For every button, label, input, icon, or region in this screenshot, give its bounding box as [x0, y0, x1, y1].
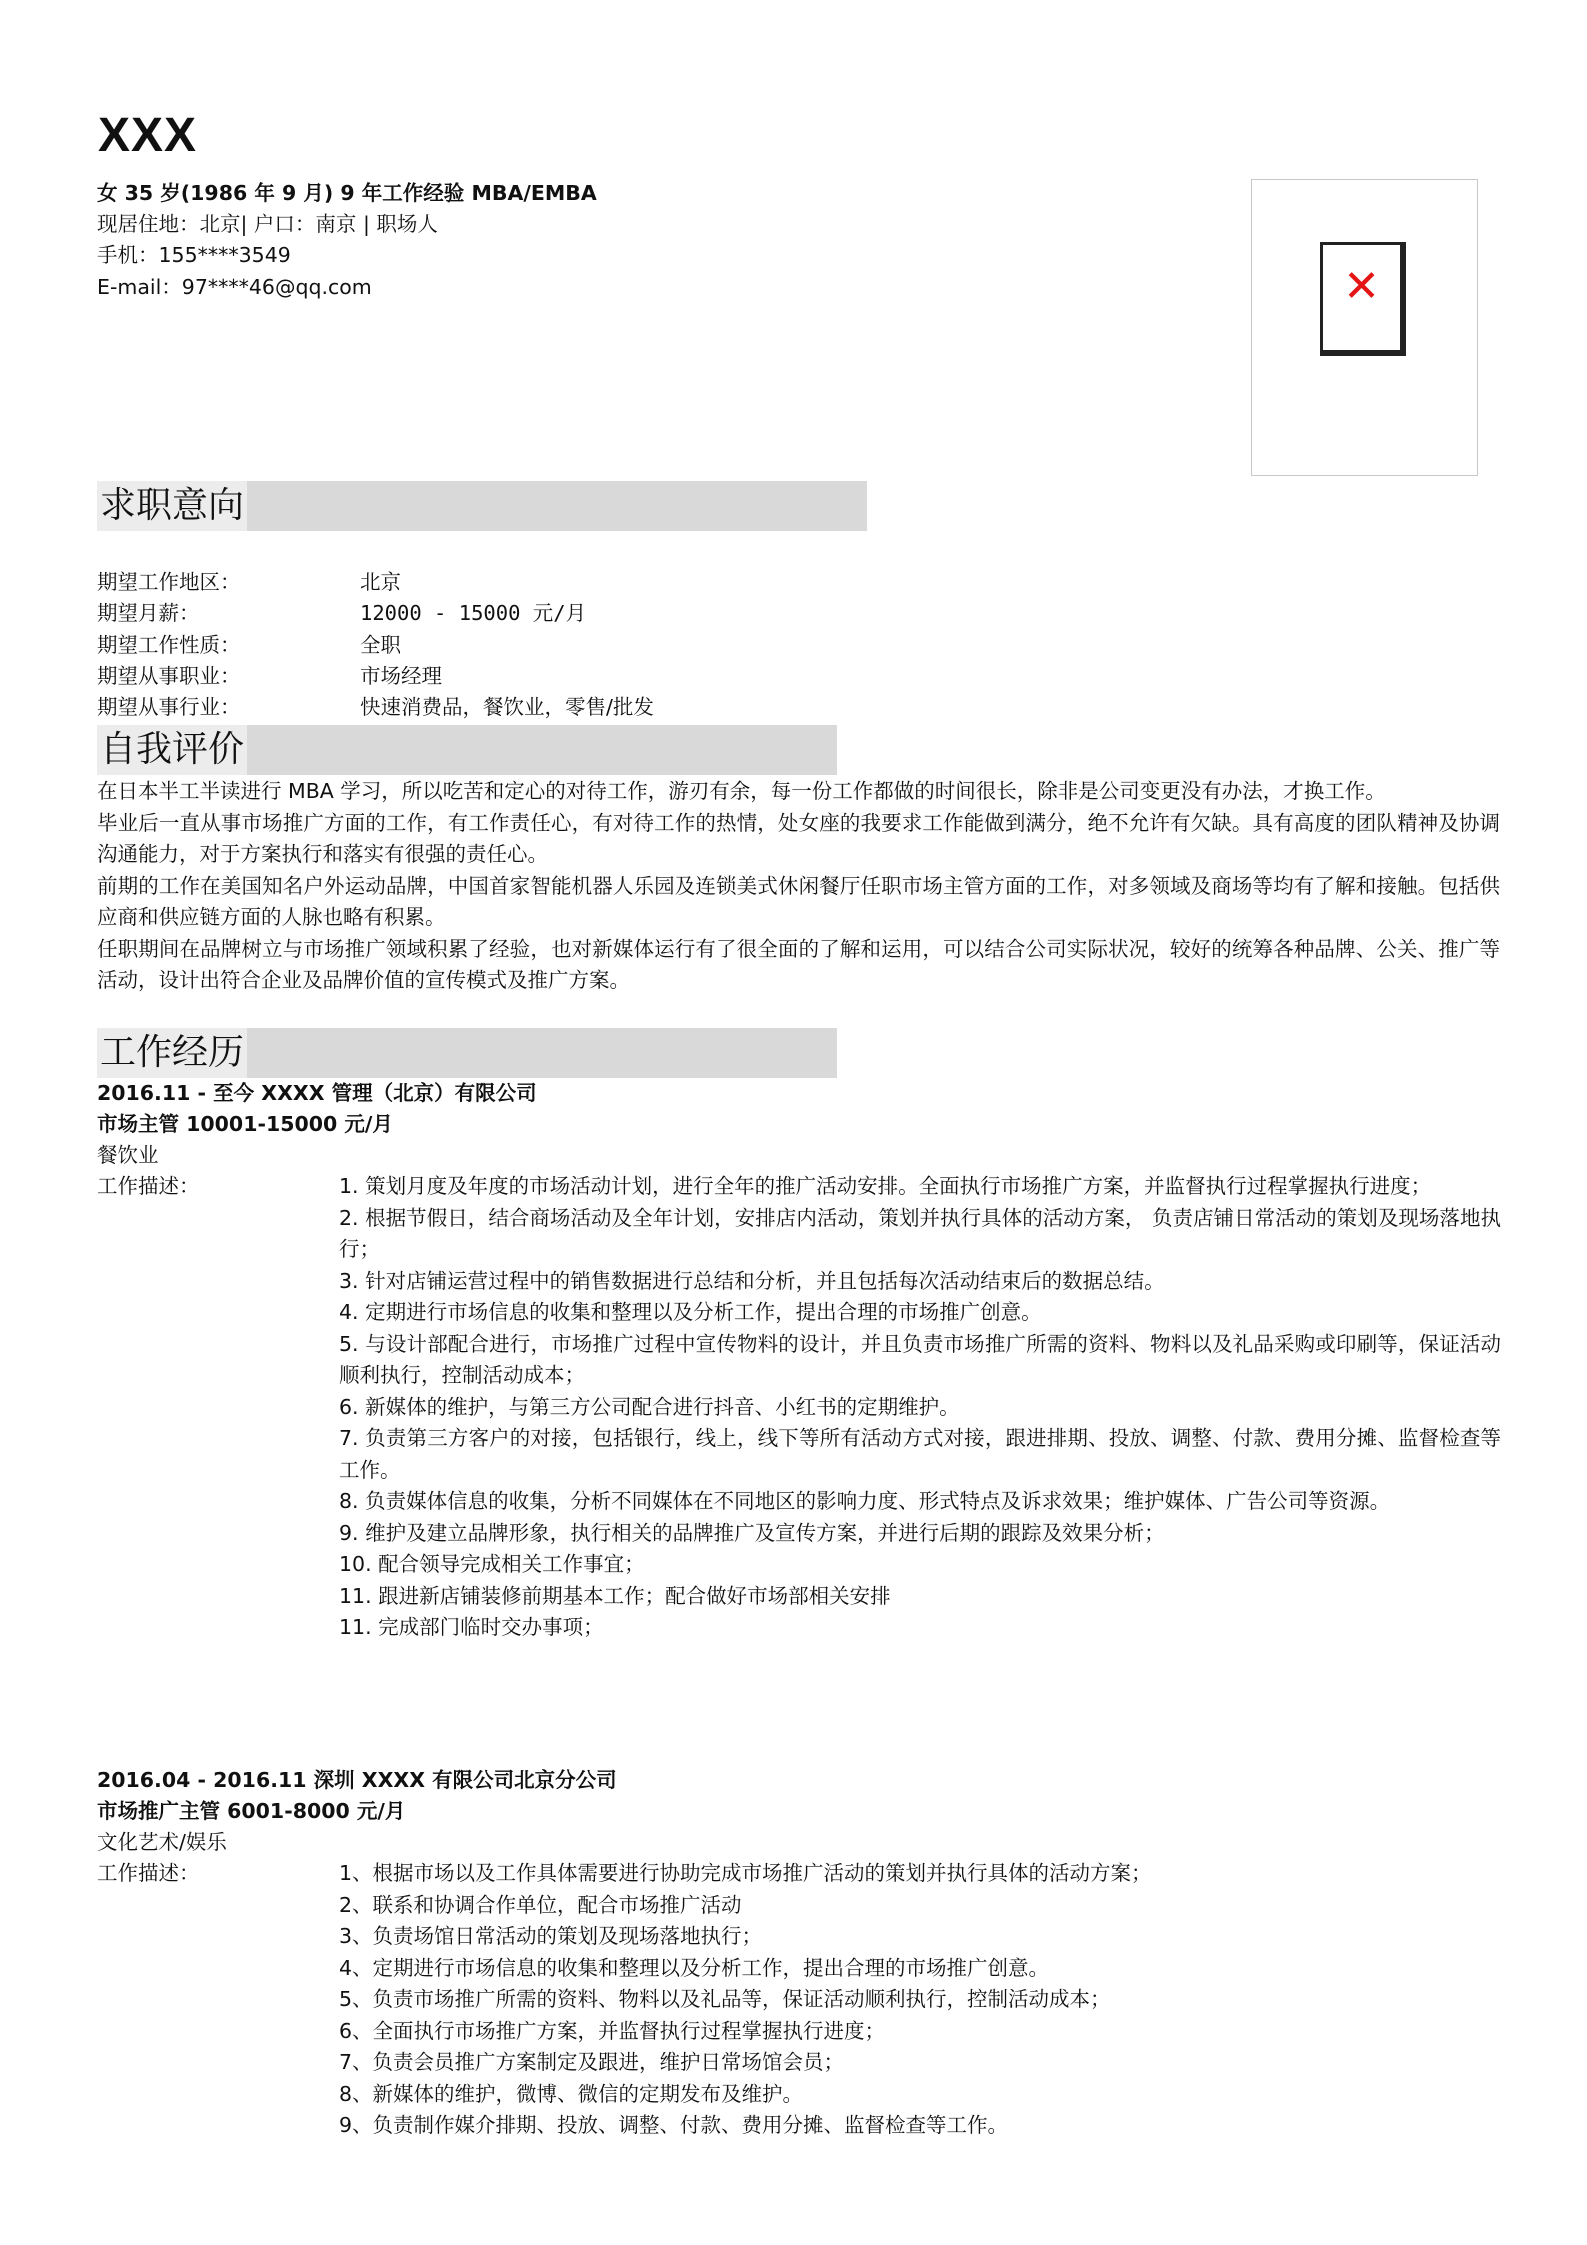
pref-value-location: 北京 — [360, 570, 401, 594]
job-desc-label: 工作描述： — [97, 1861, 200, 1885]
phone-line: 手机：155****3549 — [97, 243, 291, 267]
section-title: 工作经历 — [97, 1028, 247, 1078]
job-title-salary: 市场主管 10001-15000 元/月 — [97, 1112, 393, 1136]
list-item: 8. 负责媒体信息的收集，分析不同媒体在不同地区的影响力度、形式特点及诉求效果；维护媒体、广告公司等资源。 — [339, 1489, 1391, 1513]
list-item: 9、负责制作媒介排期、投放、调整、付款、费用分摊、监督检查等工作。 — [339, 2113, 1009, 2137]
list-item: 3、负责场馆日常活动的策划及现场落地执行； — [339, 1924, 763, 1948]
self-evaluation-text — [97, 776, 1500, 997]
list-item: 9. 维护及建立品牌形象，执行相关的品牌推广及宣传方案，并进行后期的跟踪及效果分析； — [339, 1520, 1165, 1545]
list-item: 7. 负责第三方客户的对接，包括银行，线上，线下等所有活动方式对接，跟进排期、投放、调整、付款、费用分摊、监督检查等工作。 — [339, 1426, 1501, 1482]
pref-label-industry: 期望从事行业： — [97, 695, 241, 719]
job-industry: 文化艺术/娱乐 — [97, 1830, 227, 1854]
pref-value-salary: 12000 - 15000 元/月 — [360, 601, 587, 625]
list-item: 6、全面执行市场推广方案，并监督执行过程掌握执行进度； — [339, 2018, 886, 2043]
pref-value-job: 市场经理 — [360, 664, 442, 688]
candidate-name: XXX — [98, 109, 198, 162]
job-desc-list — [339, 1171, 1501, 1644]
pref-label-job: 期望从事职业： — [97, 664, 241, 688]
job-desc-list — [339, 1858, 1501, 2142]
basic-info-line: 女 35 岁(1986 年 9 月) 9 年工作经验 MBA/EMBA — [97, 181, 597, 205]
self-eval-paragraph: 毕业后一直从事市场推广方面的工作，有工作责任心，有对待工作的热情，处女座的我要求工作能做到满分，绝不允许有欠缺。具有高度的团队精神及协调沟通能力，对于方案执行和落实有很强的责任心。 — [97, 810, 1500, 866]
self-eval-paragraph: 任职期间在品牌树立与市场推广领域积累了经验，也对新媒体运行有了很全面的了解和运用，可以结合公司实际状况，较好的统筹各种品牌、公关、推广等活动，设计出符合企业及品牌价值的宣传模式及推广方案。 — [97, 936, 1500, 992]
section-title: 自我评价 — [97, 725, 247, 775]
list-item: 2、联系和协调合作单位，配合市场推广活动 — [339, 1892, 742, 1917]
list-item: 6. 新媒体的维护，与第三方公司配合进行抖音、小红书的定期维护。 — [339, 1394, 960, 1419]
job-period-company: 2016.04 - 2016.11 深圳 XXXX 有限公司北京分公司 — [97, 1768, 617, 1792]
list-item: 4. 定期进行市场信息的收集和整理以及分析工作，提出合理的市场推广创意。 — [339, 1300, 1042, 1324]
list-item: 11. 完成部门临时交办事项； — [339, 1615, 604, 1639]
list-item: 11. 跟进新店铺装修前期基本工作；配合做好市场部相关安排 — [339, 1583, 891, 1608]
pref-value-industry: 快速消费品，餐饮业，零售/批发 — [360, 695, 654, 719]
list-item: 1. 策划月度及年度的市场活动计划，进行全年的推广活动安排。全面执行市场推广方案，并监督执行过程掌握执行进度； — [339, 1174, 1432, 1198]
self-eval-paragraph: 在日本半工半读进行 MBA 学习，所以吃苦和定心的对待工作，游刃有余，每一份工作都做的时间很长，除非是公司变更没有办法，才换工作。 — [97, 779, 1386, 803]
list-item: 7、负责会员推广方案制定及跟进，维护日常场馆会员； — [339, 2050, 845, 2074]
list-item: 2. 根据节假日，结合商场活动及全年计划，安排店内活动，策划并执行具体的活动方案， 负责店铺日常活动的策划及现场落地执行； — [339, 1205, 1501, 1261]
email-line: E-mail：97****46@qq.com — [97, 275, 372, 299]
list-item: 5. 与设计部配合进行，市场推广过程中宣传物料的设计，并且负责市场推广所需的资料、物料以及礼品采购或印刷等，保证活动顺利执行，控制活动成本； — [339, 1331, 1501, 1387]
pref-label-type: 期望工作性质： — [97, 633, 241, 657]
list-item: 5、负责市场推广所需的资料、物料以及礼品等，保证活动顺利执行，控制活动成本； — [339, 1987, 1111, 2011]
pref-label-location: 期望工作地区： — [97, 570, 241, 594]
pref-label-salary: 期望月薪： — [97, 601, 200, 625]
list-item: 1、根据市场以及工作具体需要进行协助完成市场推广活动的策划并执行具体的活动方案； — [339, 1861, 1152, 1885]
section-job-intent — [97, 481, 867, 531]
job-desc-label: 工作描述： — [97, 1174, 200, 1198]
list-item: 3. 针对店铺运营过程中的销售数据进行总结和分析，并且包括每次活动结束后的数据总结。 — [339, 1268, 1165, 1293]
job-industry: 餐饮业 — [97, 1143, 159, 1167]
section-title: 求职意向 — [97, 481, 247, 531]
list-item: 10. 配合领导完成相关工作事宜； — [339, 1552, 645, 1576]
self-eval-paragraph: 前期的工作在美国知名户外运动品牌，中国首家智能机器人乐园及连锁美式休闲餐厅任职市场主管方面的工作，对多领域及商场等均有了解和接触。包括供应商和供应链方面的人脉也略有积累。 — [97, 873, 1500, 929]
job-title-salary: 市场推广主管 6001-8000 元/月 — [97, 1799, 406, 1823]
list-item: 8、新媒体的维护，微博、微信的定期发布及维护。 — [339, 2081, 804, 2106]
residence-line: 现居住地：北京| 户口：南京 | 职场人 — [97, 212, 438, 236]
profile-photo — [1251, 179, 1478, 476]
pref-value-type: 全职 — [360, 633, 401, 657]
list-item: 4、定期进行市场信息的收集和整理以及分析工作，提出合理的市场推广创意。 — [339, 1955, 1050, 1980]
broken-image-icon: ✕ — [1320, 242, 1406, 356]
section-work-experience — [97, 1028, 837, 1078]
section-self-evaluation — [97, 725, 837, 775]
job-period-company: 2016.11 - 至今 XXXX 管理（北京）有限公司 — [97, 1081, 537, 1105]
